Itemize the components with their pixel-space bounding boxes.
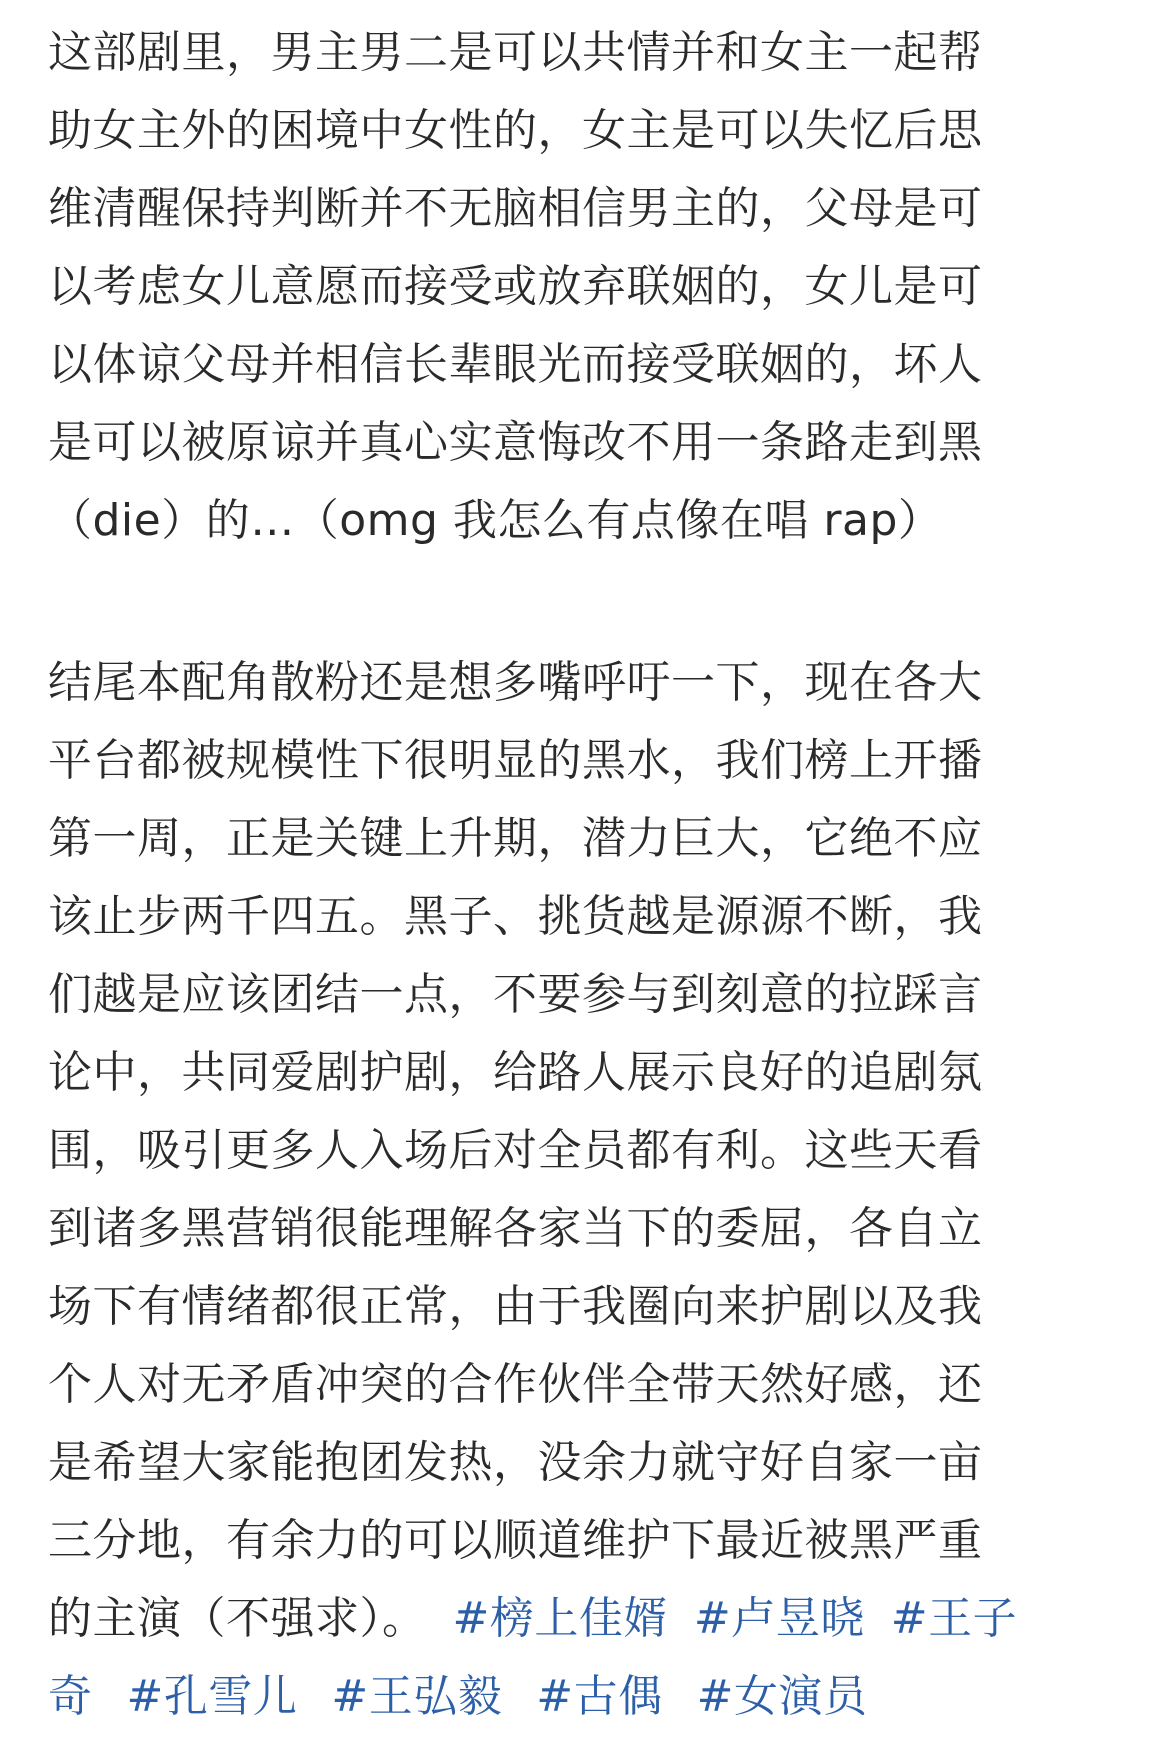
hashtag-link-continuation[interactable]: 奇 <box>48 1671 93 1722</box>
text-line: 平台都被规模性下很明显的黑水，我们榜上开播 <box>48 735 983 786</box>
text-line: 们越是应该团结一点，不要参与到刻意的拉踩言 <box>48 969 983 1020</box>
text-line: 这部剧里，男主男二是可以共情并和女主一起帮 <box>48 27 983 78</box>
hashtag-link[interactable]: #女演员 <box>696 1671 868 1722</box>
text-line: 到诸多黑营销很能理解各家当下的委屈，各自立 <box>48 1203 983 1254</box>
text-line: 论中，共同爱剧护剧，给路人展示良好的追剧氛 <box>48 1047 983 1098</box>
text-line: 第一周，正是关键上升期，潜力巨大，它绝不应 <box>48 813 983 864</box>
text-line: 维清醒保持判断并不无脑相信男主的，父母是可 <box>48 183 983 234</box>
text-line: 三分地，有余力的可以顺道维护下最近被黑严重 <box>48 1515 983 1566</box>
paragraph-1 <box>48 14 1078 560</box>
text-line: 该止步两千四五。黑子、挑货越是源源不断，我 <box>48 891 983 942</box>
text-line: 结尾本配角散粉还是想多嘴呼吁一下，现在各大 <box>48 657 983 708</box>
hashtag-link[interactable]: #王弘毅 <box>331 1671 503 1722</box>
text-line: 以考虑女儿意愿而接受或放弃联姻的，女儿是可 <box>48 261 983 312</box>
hashtag-link[interactable]: #榜上佳婿 <box>452 1593 668 1644</box>
text-line: 是希望大家能抱团发热，没余力就守好自家一亩 <box>48 1437 983 1488</box>
text-line-with-hashtags <box>48 1580 1078 1658</box>
text-line: 个人对无矛盾冲突的合作伙伴全带天然好感，还 <box>48 1359 983 1410</box>
text-line: 以体谅父母并相信长辈眼光而接受联姻的，坏人 <box>48 339 983 390</box>
text-line: 围，吸引更多人入场后对全员都有利。这些天看 <box>48 1125 983 1176</box>
hashtag-row <box>48 1658 1078 1736</box>
hashtag-link[interactable]: #卢昱晓 <box>693 1593 865 1644</box>
paragraph-2 <box>48 644 1078 1736</box>
text-line: 场下有情绪都很正常，由于我圈向来护剧以及我 <box>48 1281 983 1332</box>
text-line: （die）的…（omg 我怎么有点像在唱 rap） <box>48 495 943 546</box>
closing-text: 的主演（不强求）。 <box>48 1593 427 1644</box>
text-line: 是可以被原谅并真心实意悔改不用一条路走到黑 <box>48 417 983 468</box>
hashtag-link[interactable]: #古偶 <box>536 1671 663 1722</box>
hashtag-link[interactable]: #王子 <box>890 1593 1018 1644</box>
text-line: 助女主外的困境中女性的，女主是可以失忆后思 <box>48 105 983 156</box>
hashtag-link[interactable]: #孔雪儿 <box>126 1671 298 1722</box>
